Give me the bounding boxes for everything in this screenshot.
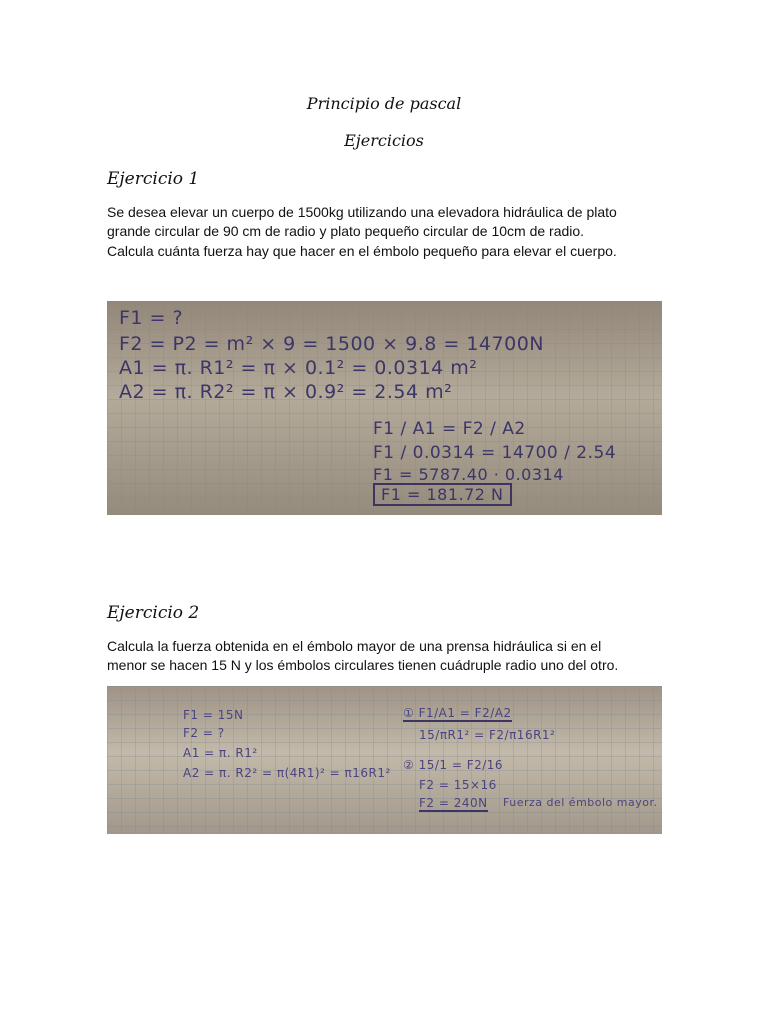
handwritten-line: F1 / A1 = F2 / A2 [373,419,526,439]
handwritten-line: A1 = π. R1² [183,746,258,760]
handwritten-line: F2 = ? [183,726,225,740]
exercise-2-line: menor se hacen 15 N y los émbolos circulares tienen cuádruple radio uno del otro. [107,657,619,674]
document-subtitle: Ejercicios [344,131,424,150]
handwritten-line: F1 / 0.0314 = 14700 / 2.54 [373,443,617,463]
handwritten-line: Fuerza del émbolo mayor. [503,796,658,809]
exercise-2-solution-photo [107,686,662,834]
handwritten-line: F2 = 240N [419,796,488,810]
handwritten-line: F1 = 5787.40 · 0.0314 [373,465,564,484]
handwritten-line: F1 = ? [119,307,184,329]
handwritten-line: F2 = P2 = m² × 9 = 1500 × 9.8 = 14700N [119,333,544,355]
exercise-2-statement [107,637,667,676]
handwritten-line: ① F1/A1 = F2/A2 [403,706,512,720]
exercise-2-heading: Ejercicio 2 [107,603,200,623]
document-title: Principio de pascal [306,94,462,113]
exercise-2-line: Calcula la fuerza obtenida en el émbolo mayor de una prensa hidráulica si en el [107,638,602,654]
handwritten-line: 15/πR1² = F2/π16R1² [419,728,556,742]
handwritten-result: F1 = 181.72 N [373,483,512,506]
exercise-1-line: Calcula cuánta fuerza hay que hacer en el émbolo pequeño para elevar el cuerpo. [107,242,617,259]
handwritten-line: A2 = π. R2² = π × 0.9² = 2.54 m² [119,381,453,403]
handwritten-line: A2 = π. R2² = π(4R1)² = π16R1² [183,766,391,780]
handwritten-line: ② 15/1 = F2/16 [403,758,504,772]
handwritten-line: F2 = 15×16 [419,778,497,792]
handwritten-line: A1 = π. R1² = π × 0.1² = 0.0314 m² [119,357,478,379]
exercise-1-line: Se desea elevar un cuerpo de 1500kg utilizando una elevadora hidráulica de plato [107,204,617,220]
exercise-1-statement [107,203,667,261]
handwritten-line: F1 = 15N [183,708,244,722]
exercise-1-line: grande circular de 90 cm de radio y plato pequeño circular de 10cm de radio. [107,223,585,240]
exercise-1-heading: Ejercicio 1 [107,169,200,189]
exercise-1-solution-photo [107,301,662,515]
